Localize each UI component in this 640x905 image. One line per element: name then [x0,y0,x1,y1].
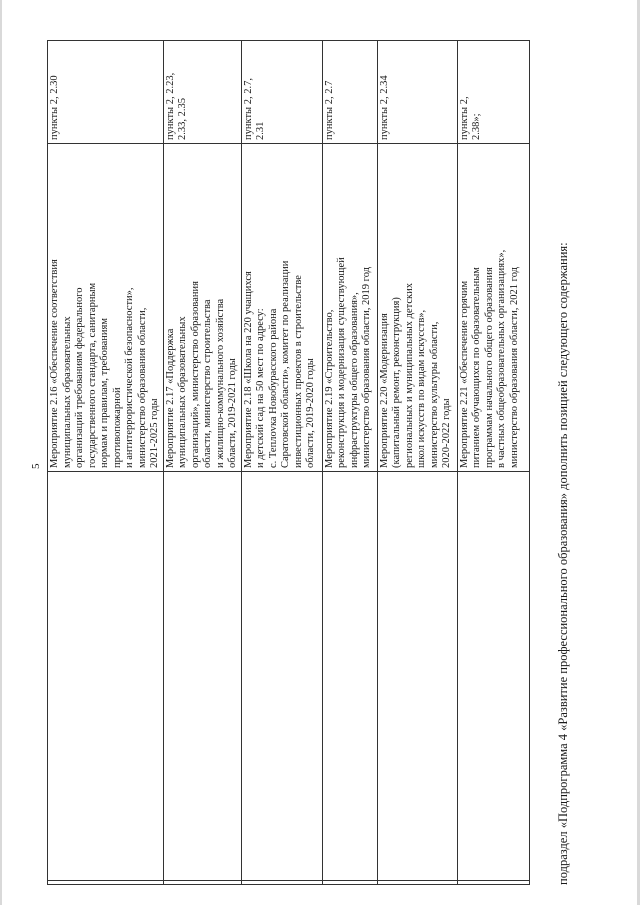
table-row [48,41,164,885]
table-row [241,41,322,885]
measure-cell [241,144,322,472]
table-row [377,41,457,885]
measure-cell [377,144,457,472]
table-cell-empty [457,472,529,881]
points-cell [163,41,241,144]
points-text: пункты 2, 2.30 [49,75,60,140]
measure-cell [457,144,529,472]
points-cell [241,41,322,144]
table-cell-empty [322,472,377,881]
table-cell-margin [241,881,322,885]
measure-text: Мероприятие 2.18 «Школа на 220 учащихся и детский сад на 50 мест по адресу: с. Теплovка Новобурасского района Саратовской области», комитет по реализации инвестиционных проектов в строительстве области, 2019-2020 годы [242,260,316,468]
table-cell-empty [163,472,241,881]
table-row [457,41,529,885]
table-cell-empty [241,472,322,881]
table-row [322,41,377,885]
points-text: пункты 2, 2.7 [323,80,335,140]
table-cell-empty [48,472,164,881]
measure-text: Мероприятие 2.21 «Обеспечение горячим питанием обучающихся по образовательным программам начального общего образования в частных общеобразовательных организациях», министерство образования области, 2021 год [458,249,520,468]
table-cell-empty [377,472,457,881]
points-cell [322,41,377,144]
table-cell-margin [322,881,377,885]
points-text: пункты 2, 2.7, 2.31 [242,78,266,140]
table-cell-margin [48,881,164,885]
table-cell-margin [457,881,529,885]
points-cell [457,41,529,144]
table-cell-margin [163,881,241,885]
measure-text: Мероприятие 2.17 «Поддержка муниципальных образовательных организаций», министерство образования области, министерство строительства и жилищно-коммунального хозяйства области, 2019-2021 годы [164,281,238,468]
page-number: 5 [30,463,42,469]
points-text: пункты 2, 2.34 [378,75,390,140]
points-cell [377,41,457,144]
amendment-text: подраздел «Подпрограмма 4 «Развитие профессионального образования» дополнить позицией следующего содержания: [556,242,570,885]
measure-text: Мероприятие 2.19 «Строительство, реконструкция и модернизация существующей инфраструктуры общего образования», министерство образования области, 2019 год [323,257,372,468]
measure-text: Мероприятие 2.16 «Обеспечение соответствия муниципальных образовательных организаций требованиям федерального государственного стандарта, санитарным нормам и правилам, требованиям противопожарной и антитеррористической безопасности», министерство образования области, 2021-2025 годы [49,259,160,468]
points-text: пункты 2, 2.38»; [458,96,482,140]
points-cell [48,41,164,144]
measures-table [47,40,530,885]
measure-cell [163,144,241,472]
table-row [163,41,241,885]
measure-cell [322,144,377,472]
points-text: пункты 2, 2.23, 2.33, 2.35 [164,72,188,140]
table-cell-margin [377,881,457,885]
measure-cell [48,144,164,472]
measure-text: Мероприятие 2.20 «Модернизация (капитальный ремонт, реконструкция) региональных и муниципальных детских школ искусств по видам искусств», министерство культуры области, 2020-2022 годы [378,283,452,468]
